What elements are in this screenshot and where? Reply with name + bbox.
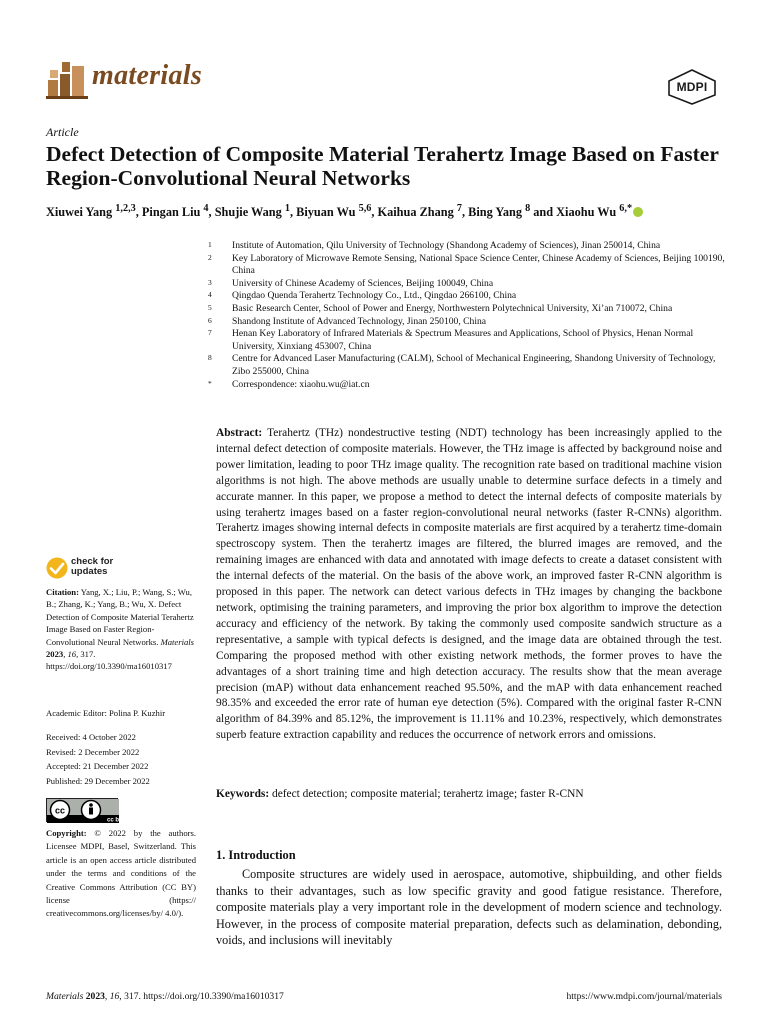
footer-journal-url[interactable]: https://www.mdpi.com/journal/materials bbox=[566, 991, 722, 1002]
affiliation-item bbox=[208, 303, 728, 316]
affiliation-item bbox=[208, 278, 728, 291]
affiliation-number: * bbox=[208, 378, 212, 388]
copyright-label: Copyright: bbox=[46, 828, 87, 838]
citation-text: Yang, X.; Liu, P.; Wang, S.; Wu, B.; Zhang, K.; Yang, B.; Wu, X. Defect Detection of Composite Material Terahertz Image Based on Faster Region-Convolutional Neural Networks. Materials 2023, 16, 317. https://doi.org/10.3390/ma16010317 bbox=[46, 587, 194, 672]
keywords bbox=[216, 788, 722, 800]
check-updates-icon bbox=[46, 557, 68, 579]
abstract-label: Abstract: bbox=[216, 427, 263, 439]
author-list bbox=[46, 203, 736, 220]
publisher-name: MDPI bbox=[676, 80, 708, 94]
keywords-text: defect detection; composite material; terahertz image; faster R-CNN bbox=[272, 788, 584, 800]
check-updates-line2: updates bbox=[71, 566, 108, 577]
affiliation-number: 6 bbox=[208, 315, 212, 325]
affiliation-text: Shandong Institute of Advanced Technology, Jinan 250100, China bbox=[232, 315, 487, 327]
citation bbox=[46, 586, 196, 673]
affiliation-number: 4 bbox=[208, 290, 212, 300]
affiliation-number: 3 bbox=[208, 277, 212, 287]
publisher-logo bbox=[667, 69, 717, 105]
affiliation-number: 1 bbox=[208, 240, 212, 249]
journal-name: materials bbox=[92, 60, 203, 91]
affiliation-item bbox=[208, 253, 728, 278]
copyright-text: © 2022 by the authors. Licensee MDPI, Basel, Switzerland. This article is an open access article distributed under the terms and conditions of the Creative Commons Attribution (CC BY) license (https:// creativecommons.org/licenses/by/ 4.0/). bbox=[46, 828, 196, 919]
publication-dates bbox=[46, 730, 150, 788]
author-names: Xiuwei Yang $^{1,2,3}$, Pingan Liu $^4$, Shujie Wang $^1$, Biyuan Wu $^{5,6}$, Kaihua Zhang $^7$, Bing Yang $^8$ and Xiaohu Wu $^{6,*}$ bbox=[46, 203, 633, 220]
abstract bbox=[216, 426, 722, 744]
affiliation-text: University of Chinese Academy of Sciences, Beijing 100049, China bbox=[232, 277, 494, 289]
keywords-label: Keywords: bbox=[216, 788, 270, 800]
date-line: Revised: 2 December 2022 bbox=[46, 746, 140, 757]
article-type: Article bbox=[46, 125, 79, 139]
copyright-notice bbox=[46, 827, 196, 921]
date-line: Received: 4 October 2022 bbox=[46, 732, 136, 742]
affiliation-number: 2 bbox=[208, 252, 212, 262]
affiliation-item bbox=[208, 316, 728, 329]
check-for-updates-button[interactable] bbox=[46, 555, 156, 581]
affiliation-item bbox=[208, 353, 728, 378]
cc-badge-text: cc by bbox=[107, 817, 123, 824]
affiliation-number: 8 bbox=[208, 353, 212, 363]
affiliation-text: Institute of Automation, Qilu University of Technology (Shandong Academy of Sciences), Jinan 250014, China bbox=[232, 240, 661, 251]
check-updates-line1: check for bbox=[71, 556, 114, 567]
introduction-paragraph: Composite structures are widely used in aerospace, automotive, shipbuilding, and other fields thanks to their advantages, such as low specific gravity and good fatigue resistance. Therefore, composite materials play a very important role in the development of modern science and technology. However, in the process of composite material preparation, defects such as delamination, debonding, voids, and inclusions will inevitably bbox=[216, 867, 722, 947]
date-line: Accepted: 21 December 2022 bbox=[46, 761, 149, 772]
affiliation-text: Key Laboratory of Microwave Remote Sensing, National Space Science Center, Chinese Academy of Sciences, Beijing 100190, China bbox=[232, 252, 725, 277]
affiliation-number: 5 bbox=[208, 302, 212, 312]
affiliation-text: Qingdao Quenda Terahertz Technology Co., Ltd., Qingdao 266100, China bbox=[232, 290, 517, 302]
orcid-icon[interactable] bbox=[633, 207, 643, 217]
cc-by-license-icon[interactable] bbox=[46, 798, 123, 824]
affiliation-number: 7 bbox=[208, 328, 212, 338]
affiliation-item bbox=[208, 379, 728, 392]
affiliation-text: Correspondence: xiaohu.wu@iat.cn bbox=[232, 378, 370, 390]
affiliation-list bbox=[208, 240, 728, 391]
affiliation-text: Henan Key Laboratory of Infrared Materials & Spectrum Measures and Applications, School of Physics, Henan Normal University, Xinxiang 453007, China bbox=[232, 328, 694, 352]
date-line: Published: 29 December 2022 bbox=[46, 775, 150, 786]
citation-label: Citation: bbox=[46, 587, 79, 597]
affiliation-text: Centre for Advanced Laser Manufacturing (CALM), School of Mechanical Engineering, Shandong University of Technology, Zibo 255000, China bbox=[232, 353, 716, 377]
affiliation-item bbox=[208, 290, 728, 303]
affiliation-item bbox=[208, 240, 728, 253]
affiliation-item bbox=[208, 328, 728, 353]
academic-editor: Academic Editor: Polina P. Kuzhir bbox=[46, 708, 166, 718]
svg-text:cc: cc bbox=[54, 805, 66, 816]
journal-logo-icon bbox=[46, 58, 88, 100]
footer-citation: Materials 2023, 16, 317. https://doi.org/10.3390/ma16010317 bbox=[46, 991, 284, 1002]
introduction-text bbox=[216, 866, 722, 949]
affiliation-text: Basic Research Center, School of Power and Energy, Northwestern Polytechnical University, Xi’an 710072, China bbox=[232, 302, 673, 314]
abstract-text: Terahertz (THz) nondestructive testing (NDT) technology has been increasingly applied to the internal defect detection of composite materials. However, the THz image is affected by background noise and power limitation, leading to poor THz image quality. The recognition rate based on traditional machine vision algorithms is not high. The above methods are usually unable to determine surface defects in a timely and accurate manner. In this paper, we propose a method to detect the internal defects of composite materials by using terahertz images based on a faster region-convolutional neural networks (faster R-CNNs) algorithm. Terahertz images showing internal defects in composite materials are first acquired by a terahertz time-domain spectroscopy system. Then the terahertz images are filtered, the blurred images are removed, and the remaining images are enhanced with data and annotated with image defects to create a dataset consistent with the internal defects of the material. On the basis of the above work, an improved faster R-CNN algorithm is proposed in this paper. The network can detect various defects in THz images by changing the backbone network, optimising the training parameters, and improving the prior box algorithm to improve the detection accuracy and efficiency of the network. By taking the commonly used composite sandwich structure as a representative, a sample with typical defects is designed, and the image data are obtained through the test. Comparing the proposed method with other existing network methods, the former proves to have the advantages of a short training time and high detection accuracy. The results show that the mean average precision (mAP) without data enhancement reached 95.50%, and the mAP with data enhancement reached 98.35% and exceeded the error rate of human eye detection (5%). Compared with the original faster R-CNN algorithm of 84.39% and 85.12%, the improvement is 11.11% and 10.23%, respectively, which demonstrates superb feature extraction capability and reduces the occurrence of network errors and omissions. bbox=[216, 427, 722, 742]
section-heading-introduction: 1. Introduction bbox=[216, 848, 296, 862]
article-title: Defect Detection of Composite Material Terahertz Image Based on Faster Region-Convolutional Neural Networks bbox=[46, 142, 719, 190]
